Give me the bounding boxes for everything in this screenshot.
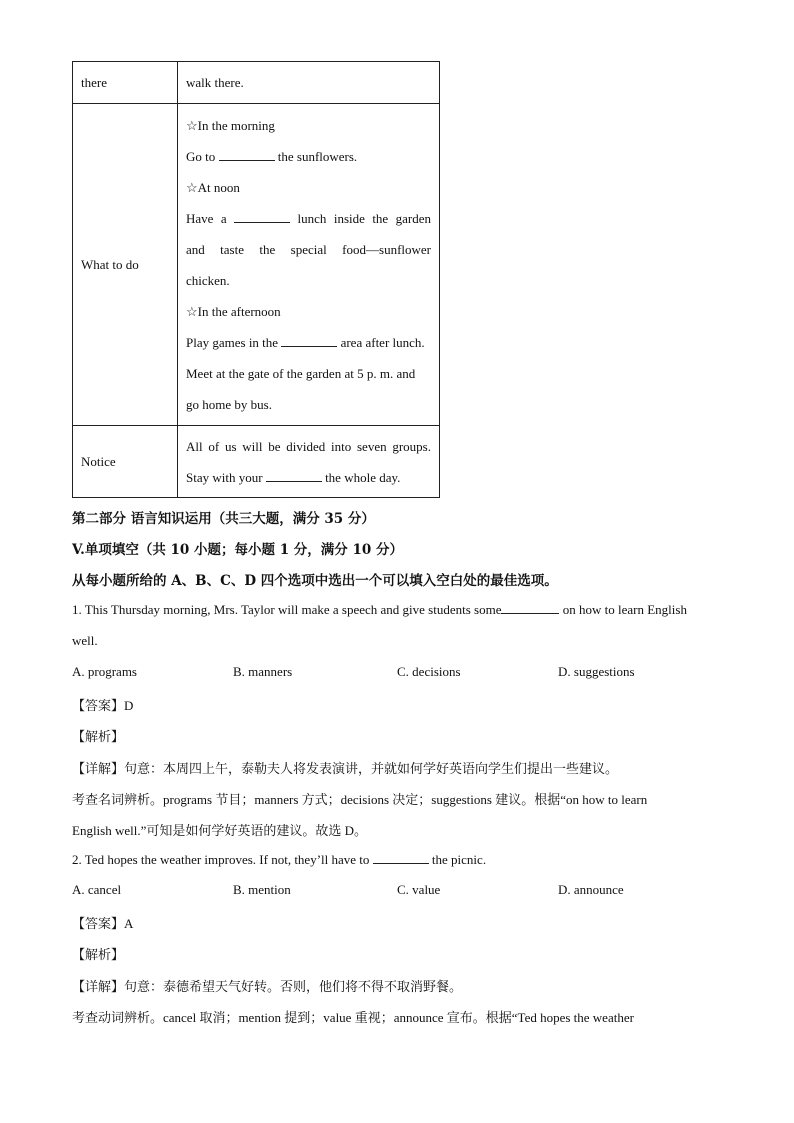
activity-table: [72, 61, 440, 498]
detail-text: 【详解】句意：本周四上午，泰勒夫人将发表演讲，并就如何学好英语向学生们提出一些建议。: [72, 761, 619, 776]
row-content: walk there.: [178, 62, 440, 104]
option-c: C. decisions: [397, 664, 461, 679]
question-stem-cont: well.: [72, 633, 98, 648]
text-line: and taste the special food—sunflower: [186, 241, 431, 257]
instruction: 从每小题所给的 A、B、C、D 四个选项中选出一个可以填入空白处的最佳选项。: [72, 573, 558, 589]
row-label: there: [73, 62, 178, 104]
section-heading: V.单项填空（共 10 小题；每小题 1 分，满分 10 分）: [72, 542, 403, 558]
answer-blank: [501, 601, 559, 614]
answer-label: 【答案】A: [72, 916, 134, 931]
morning-heading: ☆In the morning: [186, 117, 275, 133]
afternoon-heading: ☆In the afternoon: [186, 303, 281, 319]
question-stem: 1. This Thursday morning, Mrs. Taylor will make a speech and give students some on how to learn English: [72, 602, 687, 617]
answer-blank: [281, 334, 337, 347]
text-line: Stay with your the whole day.: [186, 469, 401, 485]
option-a: A. cancel: [72, 882, 122, 897]
what-to-do-content: [178, 104, 440, 426]
noon-heading: ☆At noon: [186, 179, 240, 195]
row-label: What to do: [73, 104, 178, 426]
answer-blank: [266, 469, 322, 482]
text-line: Play games in the area after lunch.: [186, 334, 425, 350]
text-line: Have a lunch inside the garden: [186, 210, 432, 226]
table-row: [73, 426, 440, 498]
answer-blank: [373, 851, 429, 864]
detail-text: 【详解】句意：泰德希望天气好转。否则，他们将不得不取消野餐。: [72, 979, 463, 994]
option-b: B. manners: [233, 664, 293, 679]
answer-blank: [234, 210, 290, 223]
answer-label: 【答案】D: [72, 698, 134, 713]
text-line: Go to the sunflowers.: [186, 148, 358, 164]
explanation-text: English well.”可知是如何学好英语的建议。故选 D。: [72, 823, 368, 838]
row-label: Notice: [73, 426, 178, 498]
table-row: [73, 104, 440, 426]
question-stem: 2. Ted hopes the weather improves. If not, they’ll have to the picnic.: [72, 852, 487, 867]
text-line: All of us will be divided into seven groups.: [186, 438, 431, 454]
option-d: D. suggestions: [558, 664, 635, 679]
part-heading: 第二部分 语言知识运用（共三大题，满分 35 分）: [72, 511, 375, 527]
text-line: Meet at the gate of the garden at 5 p. m. and: [186, 365, 416, 381]
text-line: go home by bus.: [186, 396, 272, 412]
option-d: D. announce: [558, 882, 624, 897]
explanation-text: 考查名词辨析。programs 节目；manners 方式；decisions 决定；suggestions 建议。根据“on how to learn: [72, 792, 648, 807]
analysis-label: 【解析】: [72, 947, 125, 962]
answer-blank: [219, 148, 275, 161]
option-b: B. mention: [233, 882, 291, 897]
notice-content: [178, 426, 440, 498]
text-line: chicken.: [186, 272, 230, 288]
option-a: A. programs: [72, 664, 137, 679]
explanation-text: 考查动词辨析。cancel 取消；mention 提到；value 重视；announce 宣布。根据“Ted hopes the weather: [72, 1010, 634, 1025]
option-c: C. value: [397, 882, 441, 897]
table-row: [73, 62, 440, 104]
analysis-label: 【解析】: [72, 729, 125, 744]
